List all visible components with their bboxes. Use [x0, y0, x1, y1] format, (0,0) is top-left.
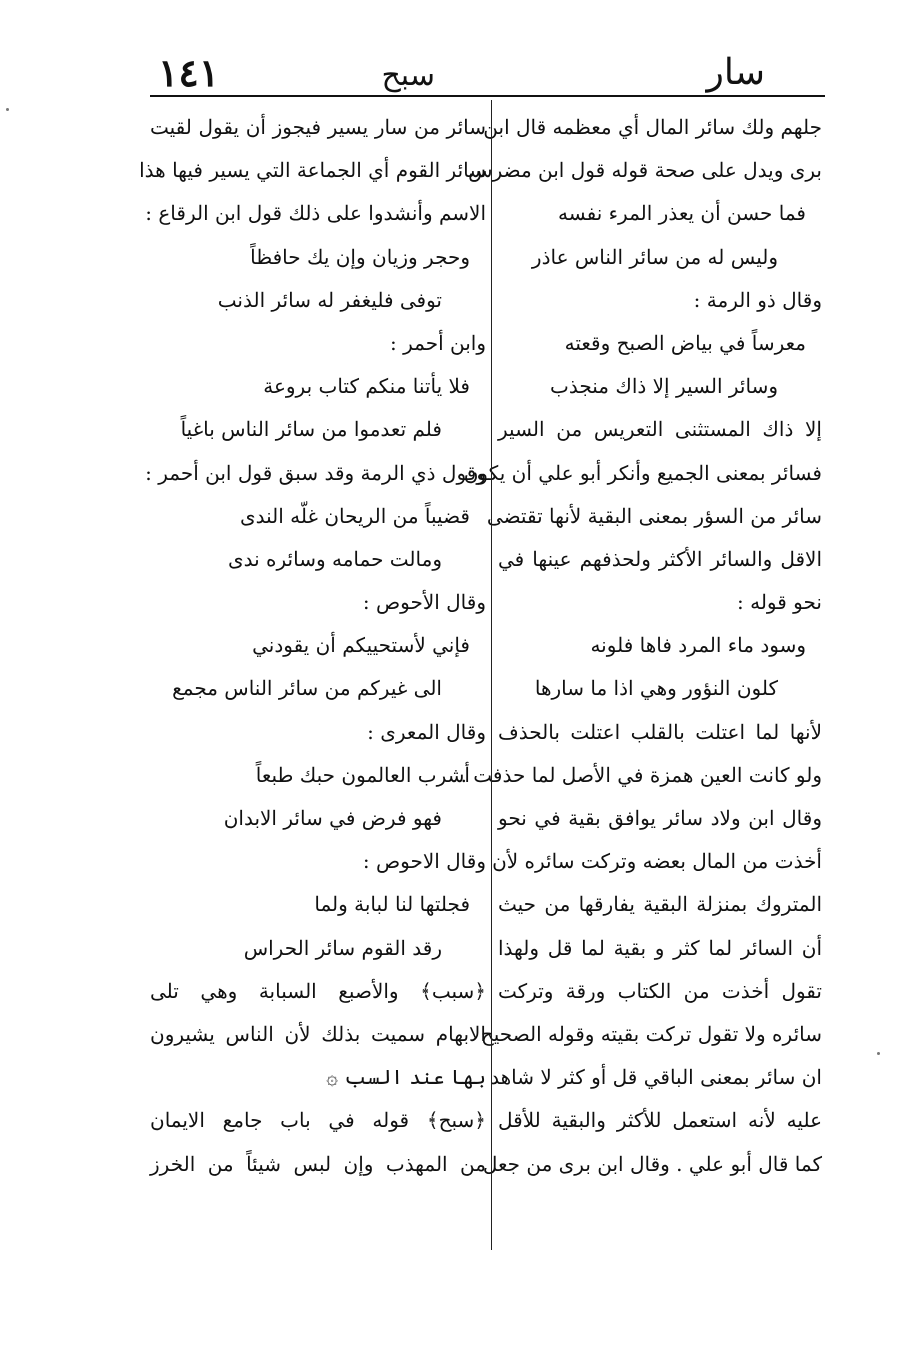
- right-column-line: المتروك بمنزلة البقية يفارقها من حيث: [498, 892, 822, 917]
- column-divider: [491, 100, 492, 1250]
- left-column-line: فإني لأستحييكم أن يقودني: [252, 633, 470, 658]
- header-root-word: سار: [706, 52, 765, 93]
- right-column-line: تقول أخذت من الكتاب ورقة وتركت: [498, 978, 822, 1003]
- right-column: [460, 106, 822, 1256]
- left-column-line: وحجر وزيان وإن يك حافظاً: [250, 244, 470, 269]
- left-column-line: رقد القوم سائر الحراس: [243, 935, 442, 960]
- left-column-line: ﴿سبب﴾ والأصبع السبابة وهي تلى: [150, 978, 486, 1003]
- margin-speck: [877, 1052, 880, 1055]
- left-column-line: فجلتها لنا لبابة ولما: [314, 892, 470, 917]
- left-column-line: سائر القوم أي الجماعة التي يسير فيها هذا: [139, 158, 486, 183]
- margin-speck: [6, 108, 9, 111]
- right-column-line: أن السائر لما كثر و بقية لما قل ولهذا: [498, 935, 822, 960]
- left-column-line: قضيباً من الريحان غلّه الندى: [239, 503, 470, 528]
- right-column-line: سائره ولا تقول تركت بقيته وقوله الصحيح: [480, 1021, 822, 1046]
- right-column-line: ان سائر بمعنى الباقي قل أو كثر لا شاهد: [490, 1065, 822, 1090]
- right-column-line: الاقل والسائر الأكثر ولحذفهم عينها في: [498, 546, 822, 571]
- left-column-line: ومالت حمامه وسائره ندى: [227, 546, 442, 571]
- right-column-line: فسائر بمعنى الجميع وأنكر أبو علي أن يكون: [463, 460, 822, 485]
- header-center-word: سبح: [381, 58, 435, 93]
- left-column-line: وقال الأحوص :: [362, 590, 486, 615]
- left-column-line: أشرب العالمون حبك طبعاً: [255, 762, 470, 787]
- left-column-line: الى غيركم من سائر الناس مجمع: [172, 676, 442, 701]
- left-column-line: الابهام سميت بذلك لأن الناس يشيرون: [150, 1021, 486, 1046]
- right-column-line: وقال ابن ولاد سائر يوافق بقية في نحو: [498, 806, 822, 830]
- right-column-line: نحو قوله :: [737, 590, 822, 615]
- right-column-line: لأنها لما اعتلت بالقلب اعتلت بالحذف: [498, 719, 822, 744]
- right-column-line: عليه لأنه استعمل للأكثر والبقية للأقل: [498, 1108, 822, 1133]
- right-column-line: معرساً في بياض الصبح وقعته: [564, 330, 806, 355]
- left-column-line: وقال المعرى :: [367, 719, 486, 744]
- right-column-line: إلا ذاك المستثنى التعريس من السير: [498, 417, 822, 442]
- left-column-line: ﴿سبح﴾ قوله في باب جامع الايمان: [150, 1108, 486, 1133]
- right-column-line: برى ويدل على صحة قوله قول ابن مضرس: [468, 158, 822, 183]
- left-column-line: وقول ذي الرمة وقد سبق قول ابن أحمر :: [145, 460, 486, 485]
- right-column-line: ولو كانت العين همزة في الأصل لما حذفت .: [460, 762, 822, 787]
- right-column-line: كما قال أبو علي . وقال ابن برى من جعل: [482, 1151, 822, 1176]
- left-column-line: سائر من سار يسير فيجوز أن يقول لقيت: [150, 115, 486, 139]
- header-rule: [150, 95, 825, 97]
- left-column-line: توفى فليغفر له سائر الذنب: [217, 287, 442, 312]
- right-column-line: وسود ماء المرد فاها فلونه: [590, 633, 806, 658]
- left-column-line: من المهذب وإن لبس شيئاً من الخرز: [150, 1151, 486, 1176]
- page-header: [150, 48, 825, 95]
- left-column-line: فلم تعدموا من سائر الناس باغياً: [180, 417, 442, 442]
- left-column-line: وقال الاحوص :: [362, 849, 486, 874]
- right-column-line: سائر من السؤر بمعنى البقية لأنها تقتضى: [486, 503, 822, 528]
- left-column-line: فلا يأتنا منكم كتاب بروعة: [263, 374, 470, 399]
- right-column-line: وقال ذو الرمة :: [693, 287, 822, 312]
- left-column-line: الاسم وأنشدوا على ذلك قول ابن الرقاع :: [145, 201, 486, 226]
- left-column-line: وابن أحمر :: [390, 330, 486, 355]
- right-column-line: أخذت من المال بعضه وتركت سائره لأن: [492, 849, 822, 874]
- right-column-line: كلون النؤور وهي اذا ما سارها: [534, 676, 778, 701]
- left-column: [139, 106, 486, 1256]
- right-column-line: وليس له من سائر الناس عاذر: [531, 244, 778, 269]
- page-number: ١٤١: [158, 50, 220, 95]
- left-column-line: فهو فرض في سائر الابدان: [223, 806, 442, 830]
- right-column-line: فما حسن أن يعذر المرء نفسه: [558, 201, 806, 226]
- right-column-line: جلهم ولك سائر المال أي معظمه قال ابن: [483, 115, 822, 139]
- left-column-line: بها عند السب ۞: [326, 1065, 486, 1090]
- right-column-line: وسائر السير إلا ذاك منجذب: [550, 374, 778, 399]
